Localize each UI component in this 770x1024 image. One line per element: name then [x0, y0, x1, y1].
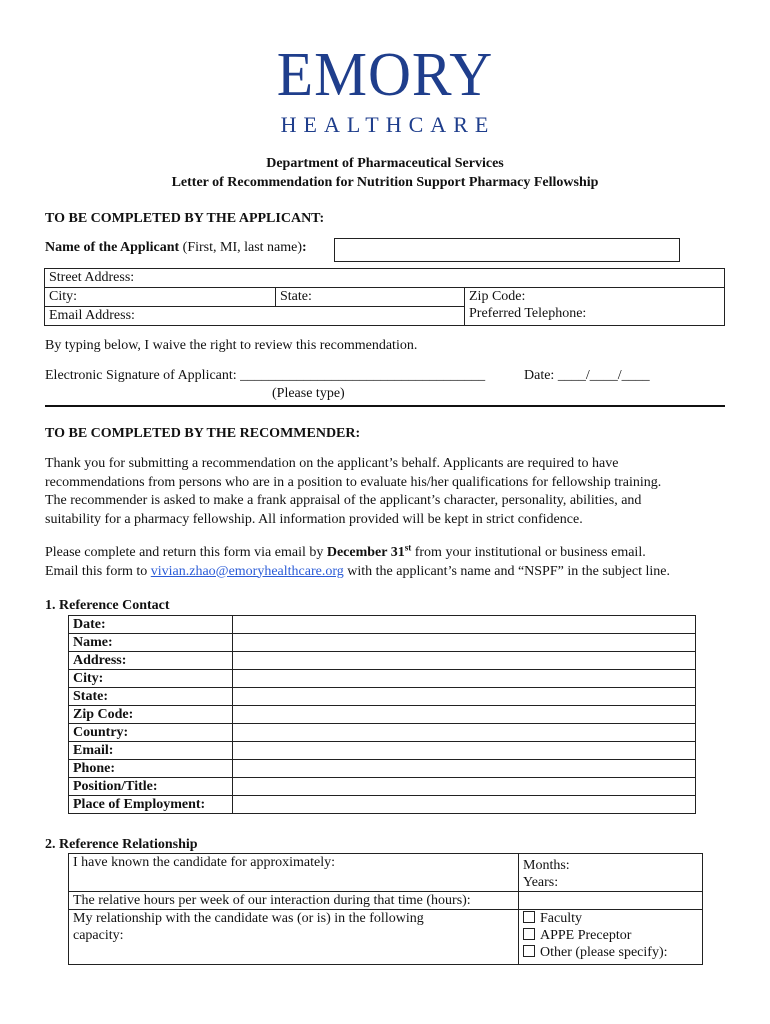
- logo-main-text: EMORY: [276, 41, 494, 109]
- appe-preceptor-label: APPE Preceptor: [540, 928, 632, 943]
- signature-date[interactable]: Date: ____/____/____: [524, 368, 650, 383]
- contact-field-label: Date:: [69, 616, 233, 634]
- recommender-instructions: [45, 455, 735, 529]
- applicant-address-table: [44, 268, 725, 326]
- contact-field-input[interactable]: [233, 778, 696, 796]
- emory-healthcare-logo: [0, 41, 770, 138]
- waiver-text: By typing below, I waive the right to review this recommendation.: [45, 338, 418, 353]
- contact-field-input[interactable]: [233, 688, 696, 706]
- contact-field-label: State:: [69, 688, 233, 706]
- instructions-line-4: suitability for a pharmacy fellowship. All information provided will be kept in strict confidence.: [45, 511, 583, 527]
- faculty-checkbox[interactable]: [523, 911, 535, 923]
- applicant-name-label-rest: (First, MI, last name): [179, 240, 303, 255]
- other-checkbox[interactable]: [523, 945, 535, 957]
- reference-contact-table: [68, 615, 696, 814]
- table-row: [69, 778, 696, 796]
- contact-field-label: Zip Code:: [69, 706, 233, 724]
- appe-preceptor-checkbox[interactable]: [523, 928, 535, 940]
- table-row: [69, 616, 696, 634]
- deadline: December 31: [326, 545, 405, 560]
- instructions-line-2: recommendations from persons who are in a position to evaluate his/her qualifications for fellowship training.: [45, 474, 662, 490]
- contact-field-input[interactable]: [233, 760, 696, 778]
- signature-line[interactable]: Electronic Signature of Applicant: ___________________________________: [45, 368, 486, 383]
- known-duration-label-cell: [69, 854, 519, 892]
- table-row: [69, 670, 696, 688]
- applicant-name-value: [335, 242, 339, 257]
- contact-field-input[interactable]: [233, 634, 696, 652]
- capacity-label-cell: [69, 910, 519, 965]
- table-row: [69, 652, 696, 670]
- contact-field-label: Position/Title:: [69, 778, 233, 796]
- deadline-suffix: st: [404, 542, 412, 553]
- contact-field-label: Phone:: [69, 760, 233, 778]
- applicant-name-label-bold: Name of the Applicant: [45, 240, 180, 255]
- state-label: State:: [280, 289, 312, 304]
- contact-field-label: Email:: [69, 742, 233, 760]
- table-row: [69, 796, 696, 814]
- city-field[interactable]: [45, 288, 276, 307]
- logo-sub-text: HEALTHCARE: [280, 112, 496, 137]
- applicant-name-colon: :: [302, 240, 307, 255]
- known-duration-field[interactable]: [519, 854, 703, 892]
- return-instructions: [45, 544, 735, 581]
- please-type-note: (Please type): [272, 386, 345, 401]
- street-address-label: Street Address:: [49, 270, 135, 285]
- contact-field-label: City:: [69, 670, 233, 688]
- contact-field-input[interactable]: [233, 706, 696, 724]
- hours-label-cell: [69, 892, 519, 910]
- applicant-section-title: TO BE COMPLETED BY THE APPLICANT:: [45, 211, 325, 226]
- reference-relationship-heading: 2. Reference Relationship: [45, 837, 198, 852]
- contact-field-input[interactable]: [233, 652, 696, 670]
- applicant-name-field[interactable]: [334, 238, 680, 262]
- table-row: [69, 742, 696, 760]
- hours-field[interactable]: [519, 892, 703, 910]
- option-faculty[interactable]: [523, 910, 698, 927]
- hours-label: The relative hours per week of our interaction during that time (hours):: [73, 893, 471, 908]
- return-line-end: from your institutional or business email.: [411, 545, 646, 560]
- table-row: [69, 634, 696, 652]
- reference-contact-heading: 1. Reference Contact: [45, 598, 170, 613]
- months-label: Months:: [523, 858, 570, 873]
- table-row: [69, 688, 696, 706]
- capacity-label-line-1: My relationship with the candidate was (or is) in the following: [73, 911, 424, 926]
- email-address-field[interactable]: [45, 307, 465, 326]
- email-line: [45, 563, 735, 582]
- instructions-line-1: Thank you for submitting a recommendation on the applicant’s behalf. Applicants are required to have: [45, 456, 619, 471]
- contact-field-input[interactable]: [233, 670, 696, 688]
- contact-field-input[interactable]: [233, 796, 696, 814]
- contact-email-link[interactable]: vivian.zhao@emoryhealthcare.org: [150, 563, 344, 579]
- capacity-options: [519, 910, 703, 965]
- faculty-label: Faculty: [540, 911, 582, 926]
- contact-field-input[interactable]: [233, 724, 696, 742]
- table-row: [69, 706, 696, 724]
- years-label: Years:: [523, 875, 559, 890]
- return-line: [45, 544, 735, 563]
- state-field[interactable]: [276, 288, 465, 307]
- department-title: Department of Pharmaceutical Services: [266, 156, 504, 171]
- email-line-start: Email this form to: [45, 563, 151, 579]
- option-appe-preceptor[interactable]: [523, 927, 698, 944]
- table-row: [69, 760, 696, 778]
- street-address-field[interactable]: [45, 269, 725, 288]
- return-line-start: Please complete and return this form via email by: [45, 545, 327, 560]
- contact-field-input[interactable]: [233, 616, 696, 634]
- reference-relationship-table: [68, 853, 703, 965]
- preferred-telephone-label: Preferred Telephone:: [469, 306, 587, 321]
- instructions-line-3: The recommender is asked to make a frank appraisal of the applicant’s character, personality, abilities, and: [45, 493, 642, 508]
- section-divider: [45, 405, 725, 407]
- email-line-end: with the applicant’s name and “NSPF” in the subject line.: [343, 563, 670, 579]
- contact-field-label: Address:: [69, 652, 233, 670]
- email-address-label: Email Address:: [49, 308, 135, 323]
- contact-field-label: Country:: [69, 724, 233, 742]
- applicant-name-label: [45, 240, 307, 256]
- capacity-label-line-2: capacity:: [73, 928, 124, 943]
- known-duration-label: I have known the candidate for approximately:: [73, 855, 336, 870]
- table-row: [69, 724, 696, 742]
- recommender-section-title: TO BE COMPLETED BY THE RECOMMENDER:: [45, 426, 361, 441]
- zip-code-label: Zip Code:: [469, 289, 526, 304]
- form-title: Letter of Recommendation for Nutrition Support Pharmacy Fellowship: [171, 175, 599, 190]
- contact-field-label: Name:: [69, 634, 233, 652]
- option-other[interactable]: [523, 944, 698, 961]
- other-label: Other (please specify):: [540, 945, 668, 960]
- contact-field-label: Place of Employment:: [69, 796, 233, 814]
- zip-phone-field[interactable]: [465, 288, 725, 326]
- city-label: City:: [49, 289, 78, 304]
- contact-field-input[interactable]: [233, 742, 696, 760]
